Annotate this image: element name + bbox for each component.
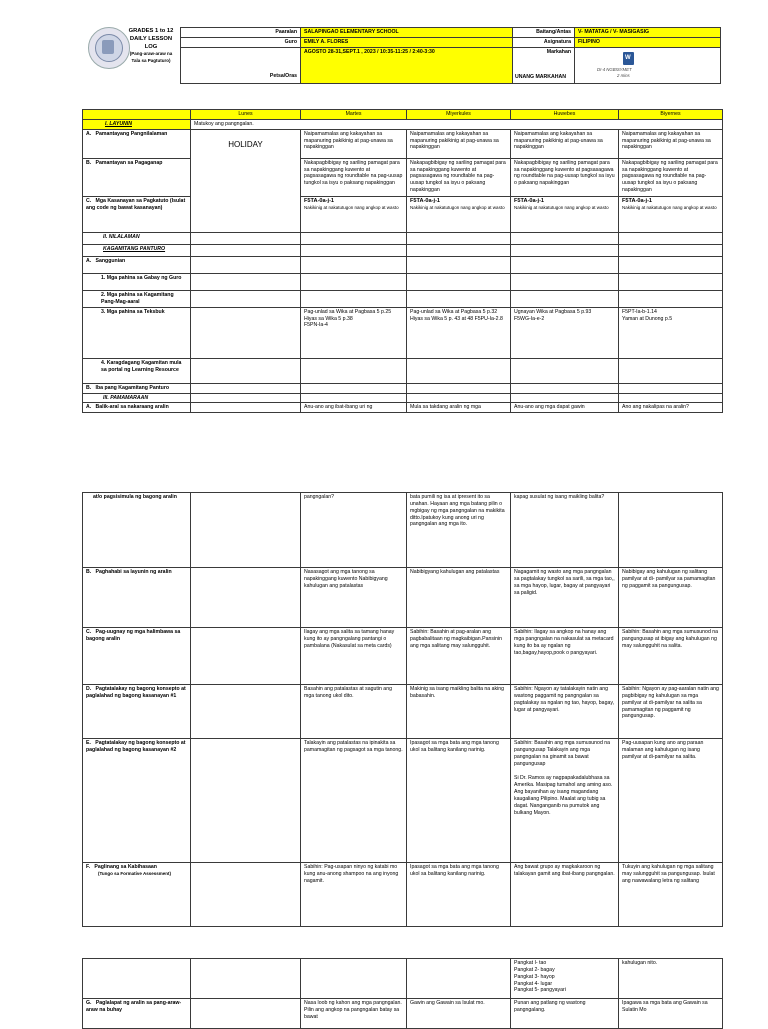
row-label: Iba pang Kagamitang Panturo bbox=[95, 384, 170, 391]
layunin-note: Matukoy ang pangngalan. bbox=[191, 119, 723, 129]
row-balik-aral bbox=[83, 403, 191, 413]
pagaganap-biyernes: Nakapagbibigay ng sariling pamagat para sa napakinggang kuwento at pagsasagawa ng roundtable na pag-uusap tungkol sa isyu o paksang napakinggan bbox=[619, 158, 723, 196]
row-balik-aral-cont: at/o pagsisimula ng bagong aralin bbox=[83, 493, 191, 568]
deped-seal-logo bbox=[88, 27, 130, 69]
row-karagdagang-kagamitan: 4. Karagdagang Kagamitan mula sa portal ng Learning Resource bbox=[83, 358, 191, 383]
word-file-icon: W bbox=[623, 52, 634, 65]
row-letter: B. bbox=[86, 569, 92, 575]
text-line: Ugnayan Wika at Pagbasa 5 p.93 bbox=[514, 308, 592, 315]
teacher-value: EMILY A. FLORES bbox=[301, 38, 513, 48]
row-letter: A. bbox=[86, 404, 92, 411]
pagtatalakay2-miyerkules: Ipasagot sa mga bata ang mga tanong ukol sa balitang kanilang narinig. bbox=[407, 739, 511, 863]
row-pagtatalakay-2 bbox=[83, 739, 191, 863]
row-iba-pang-kagamitan bbox=[83, 383, 191, 393]
text-block: Sabihin: Basahin ang mga sumusunod na pangungusap Talakayin ang mga pangngalan na ginamit sa bawat pangungusap bbox=[514, 740, 611, 767]
form-title-line1: GRADES 1 to 12 bbox=[128, 28, 174, 34]
teksbuk-huwebes bbox=[511, 307, 619, 358]
school-value: SALAPINGAO ELEMENTARY SCHOOL bbox=[301, 28, 513, 38]
pagaganap-miyerkules: Nakapagbibigay ng sariling pamagat para sa napakinggang kuwento at pagsasagawa ng roundtable na pag-uusap tungkol sa isyu o paksang napakinggan bbox=[407, 158, 511, 196]
pamantayang-martes: Naipamamalas ang kakayahan sa mapanuring pakikinig at pag-unawa sa napakinggan bbox=[301, 129, 407, 158]
day-header-biyernes: Biyernes bbox=[619, 110, 723, 120]
text-line: Hiyas sa Wika 5 p.38 bbox=[304, 315, 353, 322]
day-header-martes: Martes bbox=[301, 110, 407, 120]
pagtatalakay2-martes: Talakayin ang patalastas na ipinakita sa pamamagitan ng pagsagot sa mga tanong. bbox=[301, 739, 407, 863]
text-line: F5WG-Ia-e-2 bbox=[514, 315, 545, 322]
kasanayan-miyerkules bbox=[407, 196, 511, 232]
subject-label: Asignatura bbox=[513, 38, 575, 48]
paghahabi-miyerkules: Nabibigyang kahulugan ang patalastas bbox=[407, 568, 511, 628]
row-label: Balik-aral sa nakaraang aralin bbox=[95, 404, 169, 411]
teksbuk-martes bbox=[301, 307, 407, 358]
paglinang-miyerkules: Ipasagot sa mga bata ang mga tanong ukol sa balitang kanilang narinig. bbox=[407, 863, 511, 927]
paghahabi-huwebes: Nagagamit ng wasto ang mga pangngalan sa pagtalakay tungkol sa sarili, sa mga tao,, sa mga hayop, lugar, bagay at pangyayari sa paligid. bbox=[511, 568, 619, 628]
pagtatalakay1-huwebes: Sabihin: Ngayon ay tatalakayin natin ang wastong paggamit ng pangngalan sa pagtalakay sa ngalan ng tao, hayop, bagay, lugar at pangyayari. bbox=[511, 685, 619, 739]
cont-martes: pangngalan? bbox=[301, 493, 407, 568]
text-line: Pag-unlad sa Wika at Pagbasa 5 p.32 bbox=[410, 308, 498, 315]
row-letter: C. bbox=[86, 197, 92, 204]
form-title bbox=[127, 28, 175, 64]
pag-uugnay-biyernes: Sabihin: Basahin ang mga sumusunod na pangungusap at ibigay ang kahulugan ng may salungguhit na salita. bbox=[619, 628, 723, 685]
paghahabi-biyernes: Nabibigay ang kahulugan ng salitang pamilyar at di- pamilyar sa pamamagitan ng paggamit sa pangungusap. bbox=[619, 568, 723, 628]
date-label: Petsa/Oras bbox=[181, 48, 301, 84]
quarter-value: UNANG MARKAHAN bbox=[515, 74, 567, 80]
row-letter: A. bbox=[86, 130, 92, 137]
paglinang-huwebes: Ang bawat grupo ay magkakaroon ng talakayan gamit ang ibat-ibang pangngalan. bbox=[511, 863, 619, 927]
row-label: Sanggunian bbox=[95, 257, 126, 264]
group-item: Pangkat 4- lugar bbox=[514, 980, 553, 987]
header-table bbox=[180, 27, 721, 84]
competency-code: F5TA-0a-j-1 bbox=[410, 197, 441, 204]
paglalapat-biyernes: Ipagawa sa mga bata ang Gawain sa Sulatin Mo bbox=[619, 999, 723, 1029]
competency-desc: Nakikinig at nakatutugon nang angkop at wasto bbox=[410, 205, 505, 211]
pagaganap-huwebes: Nakapagbibigay ng sariling pamagat para sa napakinggang kuwento at pagsasagawa ng roundtable na pag-uusap tungkol sa isyu o paksang napakinggan bbox=[511, 158, 619, 196]
row-letter: F. bbox=[86, 864, 91, 870]
text-line: Pag-unlad sa Wika at Pagbasa 5 p.25 bbox=[304, 308, 392, 315]
balik-huwebes: Anu-ano ang mga dapat gawin bbox=[511, 403, 619, 413]
row-kagamitang-pang-mag-aaral: 2. Mga pahina sa Kagamitang Pang-Mag-aaral bbox=[83, 290, 191, 307]
text-line: Yaman at Dunong p.5 bbox=[622, 315, 673, 322]
pagtatalakay2-biyernes: Pag-uusapan kung ano ang paraan malaman ang kahulugan ng isang pamilyar at di-pamilyar na salita. bbox=[619, 739, 723, 863]
paglinang-martes: Sabihin: Pag-usapan ninyo ng katabi mo kung anu-anong shampoo na ang inyong nagamit. bbox=[301, 863, 407, 927]
row-letter: C. bbox=[86, 629, 92, 635]
file-caption-sub: 2 mins bbox=[617, 73, 630, 78]
pag-uugnay-miyerkules: Sabihin: Basahin at pag-aralan ang pagbabalitaan ng magkaibigan.Pansinin ang mga salitang may salungguhit. bbox=[407, 628, 511, 685]
cont-miyerkules: bata pumili ng isa at ipresent ito sa unahan. Hayaan ang mga batang pilin o mgbigay ng mga pangngalan na makikita ditto.Ipatukoy kung anong uri ng pangngalan ang mga ito. bbox=[407, 493, 511, 568]
kasanayan-biyernes bbox=[619, 196, 723, 232]
paglalapat-martes: Nasa loob ng kahon ang mga pangngalan. Pilin ang angkop na pangngalan batay sa bawat bbox=[301, 999, 407, 1029]
holiday-label: HOLIDAY bbox=[228, 139, 263, 149]
group-list-huwebes bbox=[511, 959, 619, 999]
lesson-table-page3 bbox=[82, 958, 723, 1029]
pagtatalakay1-biyernes: Sabihin: Ngayon ay pag-aaralan natin ang pagbibigay ng kahulugan sa mga pamilyar at di-pamilyar na salita sa pamamagitan ng paggamit ng pangungusap. bbox=[619, 685, 723, 739]
row-pamantayan-pagaganap bbox=[83, 158, 191, 196]
corner-cell bbox=[83, 110, 191, 120]
pag-uugnay-martes: Ilagay ang mga salita sa tamang hanay kung ito ay pangngalang pantangi o pambalana (Nakasulat sa meta cards) bbox=[301, 628, 407, 685]
pamantayang-huwebes: Naipamamalas ang kakayahan sa mapanuring pakikinig at pag-unawa sa napakinggan bbox=[511, 129, 619, 158]
competency-code: F5TA-0a-j-1 bbox=[622, 197, 653, 204]
row-pagtatalakay-1 bbox=[83, 685, 191, 739]
pagtatalakay1-martes: Basahin ang patalastas at sagutin ang mga tanong ukol dito. bbox=[301, 685, 407, 739]
row-letter: G. bbox=[86, 1000, 92, 1006]
row-label: Paglalapat ng aralin sa pang-araw-araw na buhay bbox=[86, 1000, 182, 1013]
grade-value: V- MATATAG / V- MASIGASIG bbox=[575, 28, 721, 38]
section-pamamaraan: III. PAMAMARAAN bbox=[83, 393, 191, 403]
row-teksbuk: 3. Mga pahina sa Teksbuk bbox=[83, 307, 191, 358]
paghahabi-martes: Nasasagot ang mga tanong sa napakinggang kuwento Nabibigyang kahulugan ang patalastas bbox=[301, 568, 407, 628]
form-title-line3: (Pang-araw-araw na bbox=[129, 51, 173, 57]
row-letter: E. bbox=[86, 740, 91, 746]
row-pag-uugnay bbox=[83, 628, 191, 685]
kasanayan-martes bbox=[301, 196, 407, 232]
row-label: Paghahabi sa layunin ng aralin bbox=[95, 569, 172, 575]
row-letter: A. bbox=[86, 257, 92, 264]
competency-desc: Nakikinig at nakatutugon nang angkop at wasto bbox=[622, 205, 717, 211]
school-label: Paaralan bbox=[181, 28, 301, 38]
biyernes-cont: kahulugan nito. bbox=[619, 959, 723, 999]
competency-desc: Nakikinig at nakatutugon nang angkop at wasto bbox=[304, 205, 399, 211]
example-sentences: Si Dr. Ramos ay nagpapakadalubhasa sa Amerika. Masipag tumahol ang aming aso. Ang bayanihan ay isang magandang kaugaliang Pilipino. Maalat ang tubig sa dagat. Nanganganib na pumutok ang bulkang Mayon. bbox=[514, 775, 613, 816]
balik-biyernes: Ano ang nakalipas na aralin? bbox=[619, 403, 723, 413]
competency-code: F5TA-0a-j-1 bbox=[514, 197, 545, 204]
row-paglalapat bbox=[83, 999, 191, 1029]
day-header-huwebes: Huwebes bbox=[511, 110, 619, 120]
paglalapat-huwebes: Punan ang patlang ng wastong pangngalang. bbox=[511, 999, 619, 1029]
teksbuk-miyerkules bbox=[407, 307, 511, 358]
teacher-label: Guro bbox=[181, 38, 301, 48]
file-caption: DI-4 NGBISYMET bbox=[597, 67, 632, 72]
pag-uugnay-huwebes: Sabihin: Ilagay sa angkop na hanay ang mga pangngalan na nakasulat sa metacard kung ito ba ay ngalan ng tao,bagay,hayop,pook o pangyayari. bbox=[511, 628, 619, 685]
text-line: F5PN-Ia-4 bbox=[304, 322, 328, 329]
competency-desc: Nakikinig at nakatutugon nang angkop at wasto bbox=[514, 205, 609, 211]
competency-code: F5TA-0a-j-1 bbox=[304, 197, 335, 204]
row-paglinang bbox=[83, 863, 191, 927]
row-label: Pag-uugnay ng mga halimbawa sa bagong aralin bbox=[86, 629, 181, 642]
row-label: Pamantayang Pangnilalaman bbox=[95, 130, 168, 137]
quarter-cell bbox=[515, 48, 721, 84]
form-title-line4: Tala sa Pagtuturo) bbox=[131, 57, 171, 63]
row-label: Pagtatalakay ng bagong konsepto at paglalahad ng bagong kasanayan #1 bbox=[86, 686, 186, 699]
text-line: F5PT-Ia-b-1.14 bbox=[622, 308, 657, 315]
quarter-label: Markahan bbox=[513, 48, 575, 84]
lesson-table-page2 bbox=[82, 492, 723, 927]
balik-martes: Anu-ano ang ibat-ibang uri ng bbox=[301, 403, 407, 413]
group-item: Pangkat 2- bagay bbox=[514, 966, 555, 973]
group-item: Pangkat I- tao bbox=[514, 960, 547, 966]
section-layunin: I. LAYUNIN bbox=[83, 119, 191, 129]
row-letter: B. bbox=[86, 384, 92, 391]
day-header-lunes: Lunes bbox=[191, 110, 301, 120]
balik-miyerkules: Mula sa takdang aralin ng mga bbox=[407, 403, 511, 413]
date-value: AGOSTO 28-31,SEPT.1 , 2023 / 10:35-11:25 / 2:40-3:30 bbox=[301, 48, 513, 84]
row-label: Paglinang sa Kabihasaan bbox=[94, 864, 157, 870]
row-label: Pamantayan sa Pagaganap bbox=[95, 159, 163, 166]
row-gabay-guro: 1. Mga pahina sa Gabay ng Guro bbox=[83, 273, 191, 290]
lesson-table-page1 bbox=[82, 109, 723, 413]
paglalapat-miyerkules: Gawin ang Gawain sa Isulat mo. bbox=[407, 999, 511, 1029]
paglinang-biyernes: Tukuyin ang kahulugan ng mga salitang may salungguhit sa pangungusap. Isulat ang nawawalang letra ng salitang bbox=[619, 863, 723, 927]
row-pamantayang-pangnilalaman bbox=[83, 129, 191, 158]
section-kagamitang: KAGAMITANG PANTURO bbox=[83, 244, 191, 256]
pagaganap-martes: Nakapagbibigay ng sariling pamagat para sa napakinggang kuwento at pagsasagawa ng roundtable na pag-uusap tungkol sa isyu o paksang napakinggan bbox=[301, 158, 407, 196]
form-title-line2: DAILY LESSON LOG bbox=[129, 35, 173, 50]
row-sublabel: (Tungo sa Formative Assessment) bbox=[98, 870, 172, 876]
holiday-cell bbox=[191, 129, 301, 232]
kasanayan-huwebes bbox=[511, 196, 619, 232]
pamantayang-miyerkules: Naipamamalas ang kakayahan sa mapanuring pakikinig at pag-unawa sa napakinggan bbox=[407, 129, 511, 158]
row-letter: B. bbox=[86, 159, 92, 166]
group-item: Pangkat 3- hayop bbox=[514, 973, 555, 980]
grade-label: Baitang/Antas bbox=[513, 28, 575, 38]
row-label: Mga Kasanayan sa Pagkatuto (Isulat ang code ng bawat kasanayan) bbox=[86, 197, 186, 211]
row-paghahabi bbox=[83, 568, 191, 628]
text-line: Hiyas sa Wika 5 p. 43 at 48 F5PU-Ia-2.8 bbox=[410, 315, 503, 322]
cont-huwebes: kapag susulat ng isang maikling balita? bbox=[511, 493, 619, 568]
pamantayang-biyernes: Naipamamalas ang kakayahan sa mapanuring pakikinig at pag-unawa sa napakinggan bbox=[619, 129, 723, 158]
row-kasanayan bbox=[83, 196, 191, 232]
day-header-miyerkules: Miyerkules bbox=[407, 110, 511, 120]
row-label: Pagtatalakay ng bagong konsepto at paglalahad ng bagong kasanayan #2 bbox=[86, 740, 186, 753]
pagtatalakay2-huwebes bbox=[511, 739, 619, 863]
group-item: Pangkat 5- pangyayari bbox=[514, 987, 566, 994]
subject-value: FILIPINO bbox=[575, 38, 721, 48]
row-letter: D. bbox=[86, 686, 92, 692]
teksbuk-biyernes bbox=[619, 307, 723, 358]
row-sanggunian bbox=[83, 256, 191, 273]
pagtatalakay1-miyerkules: Makinig sa isang maikling balita na aking babasahin. bbox=[407, 685, 511, 739]
section-nilalaman: II. NILALAMAN bbox=[83, 232, 191, 244]
